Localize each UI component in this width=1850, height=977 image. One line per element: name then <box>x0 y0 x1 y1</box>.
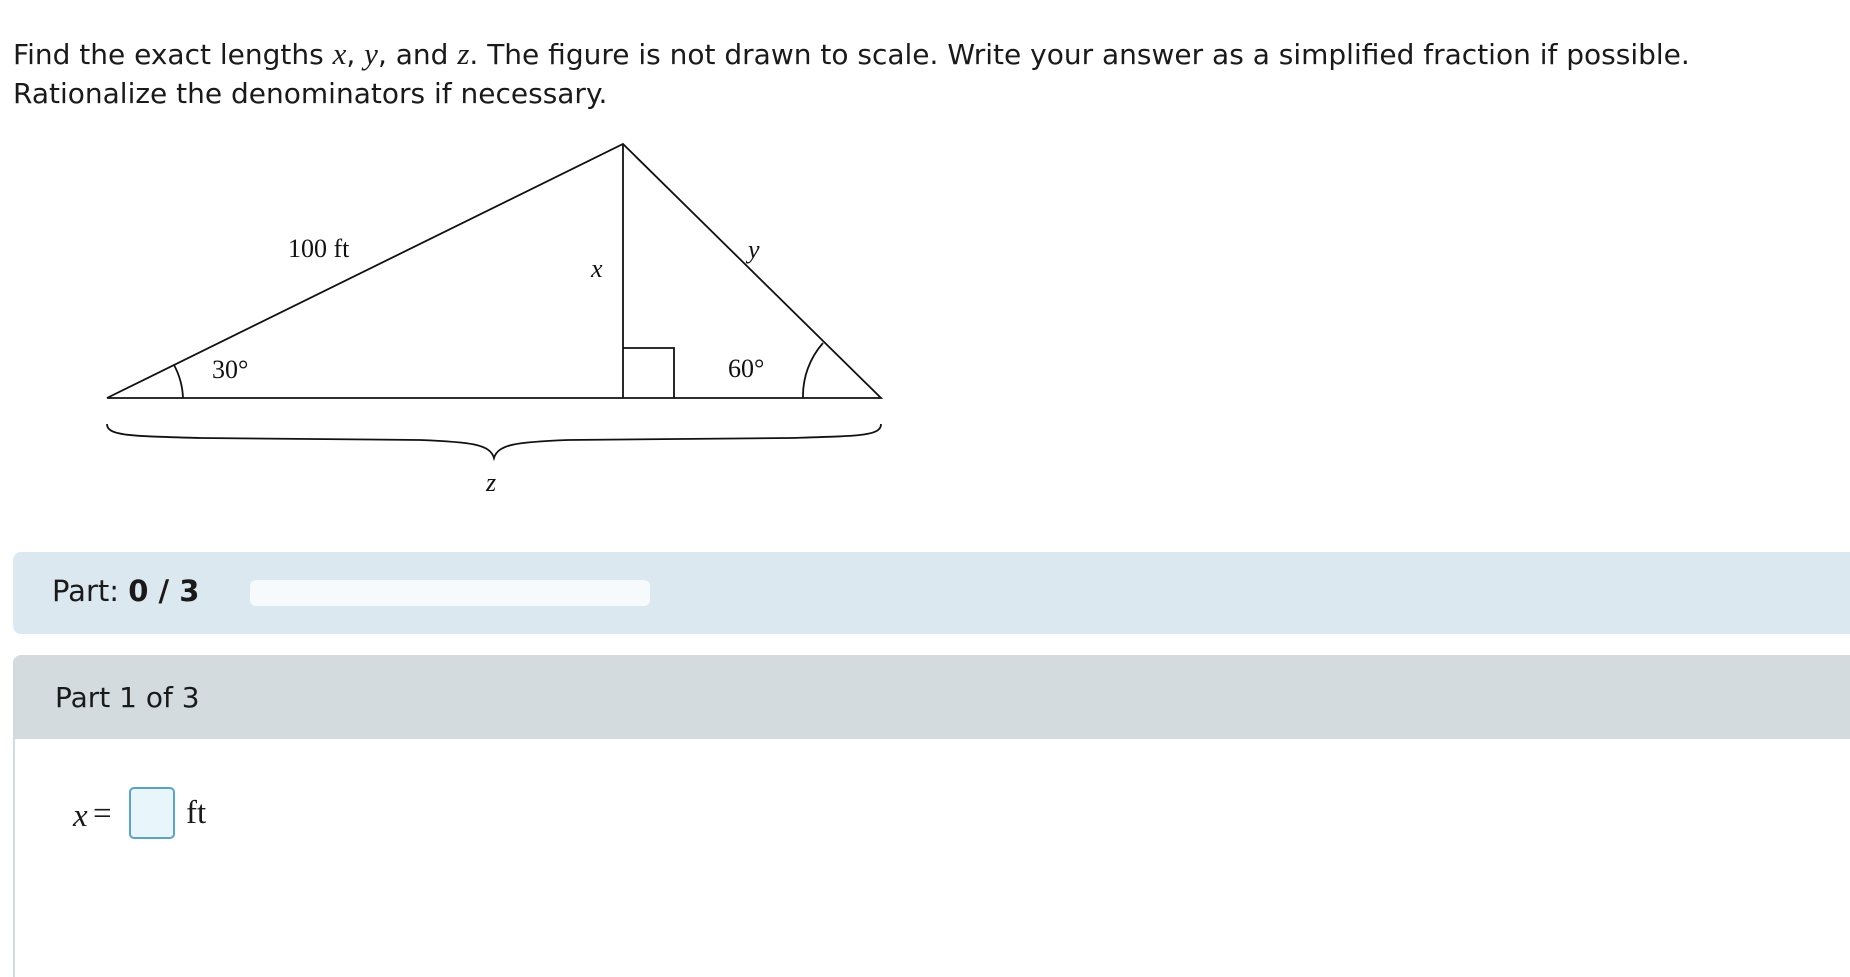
equals-sign: = <box>93 796 112 832</box>
angle-60-label: 60° <box>728 354 765 383</box>
label-x: x <box>591 254 603 283</box>
prompt-text: . The figure is not drawn to scale. Write your answer as a simplified fraction if possible. <box>469 38 1690 71</box>
brace-z <box>107 424 881 458</box>
answer-variable: x <box>73 798 88 834</box>
part-title: Part 1 of 3 <box>55 681 200 714</box>
prompt-sep: , and <box>377 38 458 71</box>
progress-track <box>250 580 650 606</box>
triangle-figure <box>0 120 920 500</box>
right-angle-marker <box>623 348 674 398</box>
part-score-label: Part: <box>52 574 129 608</box>
answer-unit: ft <box>186 795 207 831</box>
answer-input[interactable] <box>129 787 175 839</box>
prompt-sep: , <box>346 38 365 71</box>
angle-30-label: 30° <box>212 355 249 384</box>
prompt-var-y: y <box>364 36 378 71</box>
part-panel <box>13 655 1850 977</box>
part-progress-bar <box>13 552 1850 634</box>
prompt-text: Find the exact lengths <box>13 38 333 71</box>
part-header <box>15 657 1850 739</box>
angle-arc-60 <box>803 343 823 398</box>
problem-statement <box>13 34 1833 113</box>
prompt-var-x: x <box>332 36 347 71</box>
prompt-text-line2: Rationalize the denominators if necessary. <box>13 77 608 110</box>
label-y: y <box>748 235 760 264</box>
part-score-value: 0 / 3 <box>128 574 200 608</box>
part-score <box>52 574 199 608</box>
hypotenuse-label: 100 ft <box>288 234 350 263</box>
prompt-var-z: z <box>457 36 470 71</box>
angle-arc-30 <box>174 365 183 398</box>
label-z: z <box>486 468 497 497</box>
